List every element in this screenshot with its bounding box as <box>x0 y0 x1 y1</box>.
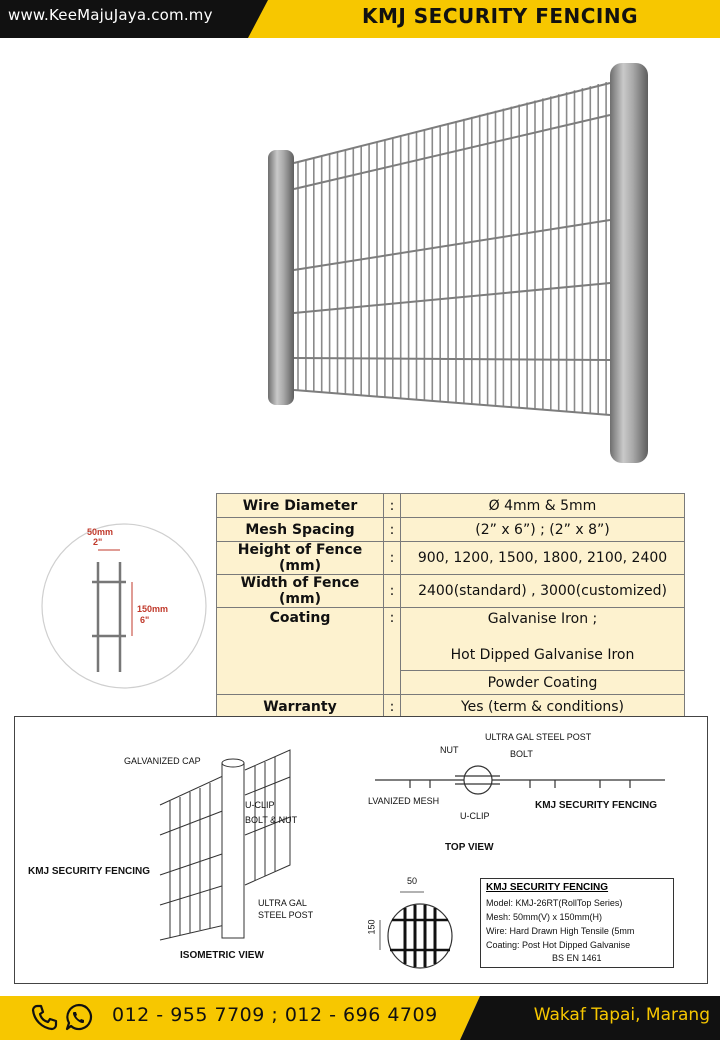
website-url[interactable]: www.KeeMajuJaya.com.my <box>8 6 213 24</box>
label-top-nut: NUT <box>440 745 459 755</box>
fence-panel-image <box>250 55 660 475</box>
label-top-fencing: KMJ SECURITY FENCING <box>535 800 658 811</box>
table-row <box>217 608 685 671</box>
detail-width-in: 2" <box>93 537 103 547</box>
spec-label: Height of Fence (mm) <box>217 542 384 575</box>
label-u-clip: U-CLIP <box>245 800 275 810</box>
caption-top-view: TOP VIEW <box>445 842 494 853</box>
location: Wakaf Tapai, Marang <box>533 1005 710 1025</box>
spec-colon: : <box>384 695 401 719</box>
spec-value: 2400(standard) , 3000(customized) <box>401 575 685 608</box>
caption-isometric: ISOMETRIC VIEW <box>180 950 264 961</box>
label-top-bolt: BOLT <box>510 749 533 759</box>
spec-box-standard: BS EN 1461 <box>552 953 602 963</box>
spec-label: Mesh Spacing <box>217 518 384 542</box>
table-row <box>217 494 685 518</box>
spec-label: Width of Fence (mm) <box>217 575 384 608</box>
page-title: KMJ SECURITY FENCING <box>361 4 639 28</box>
label-top-mesh: LVANIZED MESH <box>368 796 440 806</box>
label-post-2: STEEL POST <box>258 910 314 920</box>
label-post: ULTRA GAL <box>258 898 307 908</box>
table-row <box>217 542 685 575</box>
spec-label: Wire Diameter <box>217 494 384 518</box>
table-row <box>217 518 685 542</box>
spec-table <box>216 493 685 719</box>
label-fencing: KMJ SECURITY FENCING <box>28 866 151 877</box>
spec-box-wire: Wire: Hard Drawn High Tensile (5mm <box>486 926 635 936</box>
spec-value: Ø 4mm & 5mm <box>401 494 685 518</box>
phone-icon[interactable] <box>30 1002 60 1032</box>
spec-box-mesh: Mesh: 50mm(V) x 150mm(H) <box>486 912 603 922</box>
spec-box-title: KMJ SECURITY FENCING <box>486 882 609 893</box>
spec-colon: : <box>384 518 401 542</box>
whatsapp-icon[interactable] <box>64 1002 94 1032</box>
table-row <box>217 575 685 608</box>
spec-colon: : <box>384 608 401 695</box>
spec-value <box>401 608 685 671</box>
coating-value-1: Galvanise Iron ; <box>487 611 598 627</box>
mesh-detail-circle <box>40 522 208 690</box>
spec-label: Warranty <box>217 695 384 719</box>
mesh-dimension-sketch <box>368 878 464 974</box>
label-top-post: ULTRA GAL STEEL POST <box>485 732 592 742</box>
detail-height-in: 6" <box>140 615 150 625</box>
spec-value: Yes (term & conditions) <box>401 695 685 719</box>
spec-value: (2” x 6”) ; (2” x 8”) <box>401 518 685 542</box>
spec-value: 900, 1200, 1500, 1800, 2100, 2400 <box>401 542 685 575</box>
label-bolt-nut: BOLT & NUT <box>245 815 298 825</box>
label-galvanized-cap: GALVANIZED CAP <box>124 756 201 766</box>
detail-height-mm: 150mm <box>137 604 169 614</box>
detail-width-mm: 50mm <box>87 527 114 537</box>
coating-value-2: Hot Dipped Galvanise Iron <box>450 647 635 663</box>
table-row <box>217 695 685 719</box>
spec-box-model: Model: KMJ-26RT(RollTop Series) <box>486 898 623 908</box>
spec-colon: : <box>384 575 401 608</box>
label-mesh-h: 150 <box>366 919 377 935</box>
label-top-u-clip: U-CLIP <box>460 811 490 821</box>
phone-numbers[interactable]: 012 - 955 7709 ; 012 - 696 4709 <box>112 1004 438 1026</box>
label-mesh-w: 50 <box>407 876 418 886</box>
spec-colon: : <box>384 494 401 518</box>
coating-value-3: Powder Coating <box>401 671 685 695</box>
spec-box-coating: Coating: Post Hot Dipped Galvanise <box>486 940 631 950</box>
spec-colon: : <box>384 542 401 575</box>
spec-label: Coating <box>217 608 384 695</box>
